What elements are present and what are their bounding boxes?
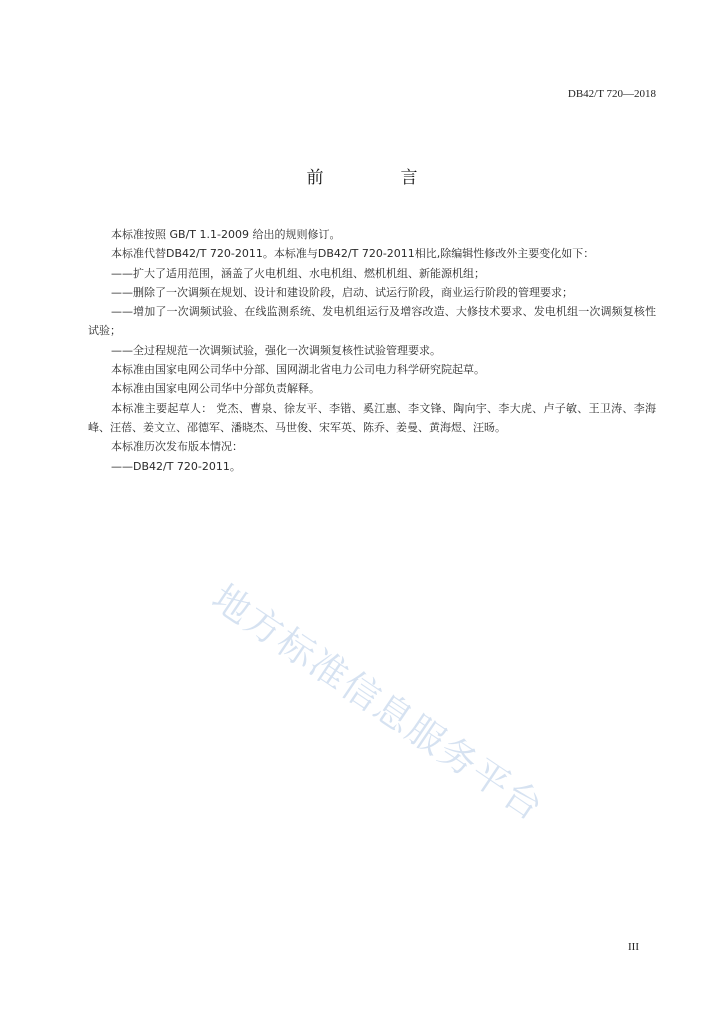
page-title: 前 言 bbox=[306, 168, 448, 188]
paragraph-drafting-org: 本标准由国家电网公司华中分部、国网湖北省电力公司电力科学研究院起草。 bbox=[111, 363, 485, 377]
change-item: ——扩大了适用范围，涵盖了火电机组、水电机组、燃机机组、新能源机组； bbox=[111, 266, 485, 280]
paragraph-replaces: 本标准代替DB42/T 720-2011。本标准与DB42/T 720-2011相比,除编辑性修改外主要变化如下： bbox=[111, 247, 595, 261]
change-item: ——删除了一次调频在规划、设计和建设阶段，启动、试运行阶段，商业运行阶段的管理要求； bbox=[111, 285, 573, 299]
paragraph-interpretation: 本标准由国家电网公司华中分部负责解释。 bbox=[111, 382, 320, 396]
history-item: ——DB42/T 720-2011。 bbox=[111, 459, 241, 473]
foreword-body bbox=[88, 225, 656, 476]
standard-code: DB42/T 720—2018 bbox=[567, 88, 656, 100]
page-number: III bbox=[628, 941, 639, 953]
paragraph-revision-basis: 本标准按照 GB/T 1.1-2009 给出的规则修订。 bbox=[111, 228, 341, 241]
change-item: ——增加了一次调频试验、在线监测系统、发电机组运行及增容改造、大修技术要求、发电机组一次调频复核性试验； bbox=[88, 305, 656, 338]
paragraph-history-heading: 本标准历次发布版本情况： bbox=[111, 440, 243, 454]
change-item: ——全过程规范一次调频试验，强化一次调频复核性试验管理要求。 bbox=[111, 343, 441, 357]
paragraph-drafters: 本标准主要起草人： 党杰、曹泉、徐友平、李锴、奚江惠、李文锋、陶向宇、李大虎、卢子敏、王卫涛、李海峰、汪蓓、姜文立、邵德军、潘晓杰、马世俊、宋军英、陈乔、姜曼、黄海煜、汪旸。 bbox=[88, 401, 656, 434]
watermark: 地方标准信息服务平台 bbox=[204, 576, 552, 830]
